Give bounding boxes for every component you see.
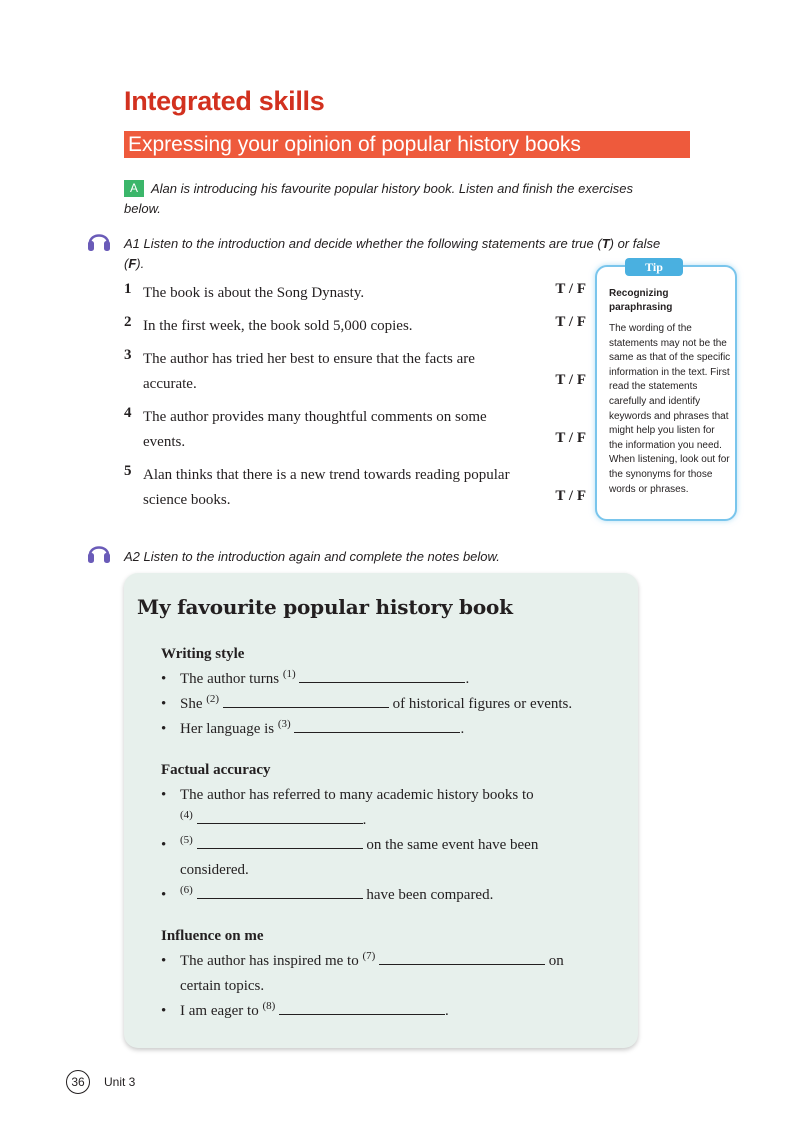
influence-heading: Influence on me xyxy=(161,928,264,944)
answer-blank[interactable] xyxy=(223,695,389,708)
answer-blank[interactable] xyxy=(299,670,465,683)
a1-instruction-text: ). xyxy=(136,256,145,271)
blank-number: (1) xyxy=(282,668,296,680)
note-text: on xyxy=(545,953,564,969)
statement-text: The author provides many thoughtful comments on some xyxy=(143,409,487,425)
statement-number: 5 xyxy=(124,463,132,479)
answer-blank[interactable] xyxy=(197,811,363,824)
statement-number: 1 xyxy=(124,281,132,297)
section-banner: Expressing your opinion of popular history books xyxy=(124,131,690,158)
a1-instruction xyxy=(124,234,674,274)
a2-instruction: A2 Listen to the introduction again and complete the notes below. xyxy=(124,549,500,564)
tip-box xyxy=(595,260,737,521)
note-text: . xyxy=(362,812,367,828)
note-text: . xyxy=(465,671,470,687)
statement-number: 3 xyxy=(124,347,132,363)
statement-text-continued: accurate. xyxy=(143,376,197,392)
tip-body: The wording of the statements may not be the same as that of the specific information in the text. First read the statements carefully and identify keywords and phrases that might help you listen for the information you need. When listening, look out for the synonyms for those words or phrases. xyxy=(609,323,731,495)
tip-label: Tip xyxy=(625,258,683,276)
a1-instruction-text: ) or false ( xyxy=(124,236,661,271)
list-item-continued: certain topics. xyxy=(180,978,265,994)
note-text: She xyxy=(180,696,207,712)
note-text: I am eager to xyxy=(180,1003,263,1019)
note-text: on the same event have been xyxy=(362,837,539,853)
note-text: . xyxy=(445,1003,449,1019)
note-text: of historical figures or events. xyxy=(388,696,573,712)
factual-accuracy-heading: Factual accuracy xyxy=(161,762,271,778)
blank-number: (5) xyxy=(180,834,193,846)
note-text: have been compared. xyxy=(362,887,494,903)
list-item-continued: considered. xyxy=(180,862,249,878)
false-label: F xyxy=(128,256,137,271)
true-label: T xyxy=(601,236,610,251)
section-a-text: Alan is introducing his favourite popular history book. Listen and finish the exercises below. xyxy=(124,181,633,216)
section-a-badge: A xyxy=(124,180,144,197)
writing-style-heading: Writing style xyxy=(161,646,245,662)
true-false-choice[interactable]: T / F xyxy=(555,430,586,446)
list-item-continued xyxy=(180,808,366,833)
headphones-icon[interactable] xyxy=(86,538,112,566)
statement-text: Alan thinks that there is a new trend towards reading popular xyxy=(143,467,510,483)
blank-number: (6) xyxy=(180,884,193,896)
blank-number: (2) xyxy=(206,693,220,705)
blank-number: (8) xyxy=(262,1000,276,1012)
true-false-choice[interactable]: T / F xyxy=(555,281,586,297)
answer-blank[interactable] xyxy=(279,1002,445,1015)
note-text: The author has referred to many academic history books to xyxy=(180,787,534,803)
note-text: . xyxy=(460,721,465,737)
answer-blank[interactable] xyxy=(379,952,545,965)
note-text: The author turns xyxy=(180,671,283,687)
statement-text: The book is about the Song Dynasty. xyxy=(143,285,365,301)
statement-text: In the first week, the book sold 5,000 copies. xyxy=(143,318,413,334)
unit-label: Unit 3 xyxy=(104,1075,136,1089)
statement-text: The author has tried her best to ensure that the facts are xyxy=(143,351,475,367)
note-text: The author has inspired me to xyxy=(180,953,363,969)
section-a-intro xyxy=(124,179,669,219)
true-false-choice[interactable]: T / F xyxy=(555,314,586,330)
note-text: Her language is xyxy=(180,721,278,737)
true-false-choice[interactable]: T / F xyxy=(555,488,586,504)
blank-number: (7) xyxy=(362,950,376,962)
blank-number: (4) xyxy=(180,809,193,821)
page-number: 36 xyxy=(66,1070,90,1094)
statement-number: 4 xyxy=(124,405,132,421)
tip-heading: Recognizing paraphrasing xyxy=(609,288,673,313)
a1-instruction-text: A1 Listen to the introduction and decide whether the following statements are true ( xyxy=(124,236,602,251)
true-false-choice[interactable]: T / F xyxy=(555,372,586,388)
notes-card: My favourite popular history book Writing style • The author turns $^{(1)}$ . • She $^{(2)}$ of historical figures or events. • Her language is $^{(3)}$ . Factual accuracy • The author has referred to many academic history books to $^{(4)}$ . • $^{(5)}$ on the same event have been considered. • $^{(6)}$ have been compared. Influence on me • The author has inspired me to $^{(7)}$ on certain topics. • I am eager to $^{(8)}$ . xyxy=(124,573,638,1048)
section-title: Integrated skills xyxy=(124,86,325,116)
headphones-icon[interactable] xyxy=(86,226,112,254)
statement-text-continued: science books. xyxy=(143,492,231,508)
answer-blank[interactable] xyxy=(197,836,363,849)
statement-text-continued: events. xyxy=(143,434,186,450)
answer-blank[interactable] xyxy=(197,886,363,899)
answer-blank[interactable] xyxy=(294,720,460,733)
notes-title: My favourite popular history book xyxy=(137,595,513,619)
statement-number: 2 xyxy=(124,314,132,330)
blank-number: (3) xyxy=(277,718,291,730)
